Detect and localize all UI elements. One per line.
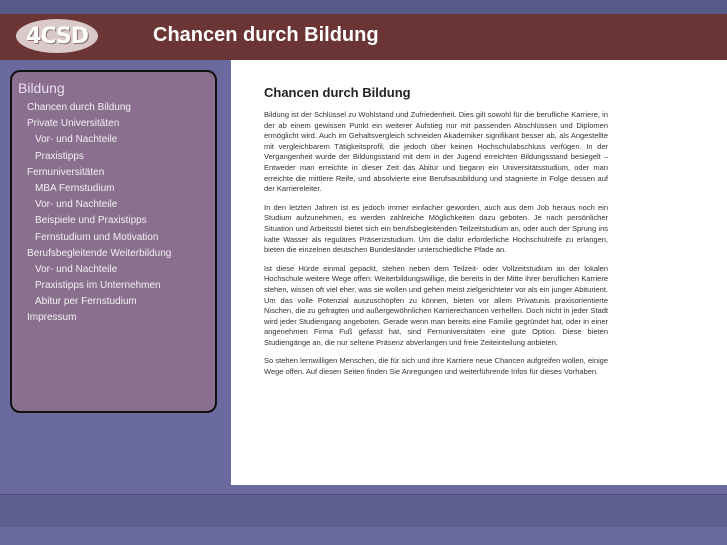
nav-praxistipps-im-unternehmen[interactable]: Praxistipps im Unternehmen bbox=[35, 280, 161, 292]
sidebar-title: Bildung bbox=[18, 80, 65, 96]
paragraph-4: So stehen lernwilligen Menschen, die für sich und ihre Karriere neue Chancen aufgreifen wollen, einige Wege offen. Auf diesen Seiten finden Sie Anregungen und weiterführende Infos für dieses Vorhaben. bbox=[264, 356, 608, 377]
paragraph-1: Bildung ist der Schlüssel zu Wohlstand und Zufriedenheit. Dies gilt sowohl für die berufliche Karriere, in der ab einem gewissen Punkt ein weiterer Aufstieg nur mit passenden Abschlüssen und Diplomen ermöglicht wird. Auch im Gehaltsvergleich schneiden Akademiker signifikant besser ab, als Angestellte mit vergleichbarem Tätigkeitsprofil, die jedoch über keinen Hochschulabschluss verfügen. In der Vergangenheit wurde der Bildungsstand mit dem in der Jugend erreichten Bildungsstand besiegelt – Entweder man erreichte in dieser Zeit das Abitur und begann ein Universitätsstudium, oder man erreichte die mittlere Reife, und absolvierte eine Berufsausbildung und stagnierte in Folge dessen auf der Karriereleiter. bbox=[264, 110, 608, 194]
logo-text: 4CSD bbox=[26, 23, 88, 49]
nav-beruf-vor-und-nachteile[interactable]: Vor- und Nachteile bbox=[35, 263, 118, 275]
article-body bbox=[264, 110, 608, 386]
page-heading: Chancen durch Bildung bbox=[264, 85, 411, 100]
top-strip bbox=[0, 0, 727, 14]
nav-chancen-durch-bildung[interactable]: Chancen durch Bildung bbox=[27, 102, 131, 113]
bottom-strip bbox=[0, 527, 727, 545]
site-header bbox=[0, 14, 727, 60]
nav-abitur-per-fernstudium[interactable]: Abitur per Fernstudium bbox=[35, 296, 137, 308]
paragraph-3: Ist diese Hürde einmal gepackt, stehen neben dem Teilzeit- oder Vollzeitstudium an der lokalen Hochschule weitere Wege offen: Weiterbildungswillige, die bereits in der Mitte ihrer beruflichen Karriere stehen, wissen oft viel eher, was sie wollen und gehen meist zielgerichteter vor als ein junger Abiturient. Um das volle Potenzial auszuschöpfen zu können, bieten vor allem Privatunis praxisorientierte Nischen, die zu gefragten und außergewöhnlichen Karrierechancen verhelfen. Doch nicht in jeder Stadt wird jeder Studiengang angeboten. Gerade wenn man bereits eine Familie gegründet hat, oder in einer angenehmen Firma Fuß gefasst hat, sind Fernuniversitäten eine gute Option. Diese bieten Studiengänge an, die nur seltene Präsenz abverlangen und freie Zeiteinteilung anbieten. bbox=[264, 263, 608, 347]
paragraph-2: In den letzten Jahren ist es jedoch immer einfacher geworden, auch aus dem Job heraus noch ein Studium aufzunehmen, es werden zahlreiche Möglichkeiten dazu geboten. Je nach persönlicher Situation und Arbeitsstil bietet sich ein berufsbegleitenden Teilzeitstudium an, oder auch der Sprung ins kalte Wasser als reguläres Präsenzstudium. Um die dafür erforderliche Hochschulreife zu erlangen, bieten die einzelnen deutschen Bundesländer unterschiedliche Pfade an. bbox=[264, 202, 608, 255]
sidebar-nav bbox=[12, 100, 215, 327]
nav-private-praxistipps[interactable]: Praxistipps bbox=[35, 150, 84, 162]
nav-berufsbegleitende-weiterbildung[interactable]: Berufsbegleitende Weiterbildung bbox=[27, 247, 172, 259]
sidebar bbox=[10, 70, 217, 413]
nav-fernstudium-und-motivation[interactable]: Fernstudium und Motivation bbox=[35, 231, 159, 243]
nav-private-universitaeten[interactable]: Private Universitäten bbox=[27, 118, 120, 130]
nav-beispiele-und-praxistipps[interactable]: Beispiele und Praxistipps bbox=[35, 215, 147, 227]
nav-impressum[interactable]: Impressum bbox=[27, 312, 77, 324]
nav-private-vor-und-nachteile[interactable]: Vor- und Nachteile bbox=[35, 134, 118, 146]
nav-fernuniversitaeten[interactable]: Fernuniversitäten bbox=[27, 166, 105, 178]
footer-bar bbox=[0, 494, 727, 528]
site-title: Chancen durch Bildung bbox=[153, 24, 379, 46]
nav-fern-vor-und-nachteile[interactable]: Vor- und Nachteile bbox=[35, 199, 118, 211]
site-logo[interactable] bbox=[16, 19, 98, 53]
main-content bbox=[231, 60, 727, 485]
nav-mba-fernstudium[interactable]: MBA Fernstudium bbox=[35, 182, 115, 194]
